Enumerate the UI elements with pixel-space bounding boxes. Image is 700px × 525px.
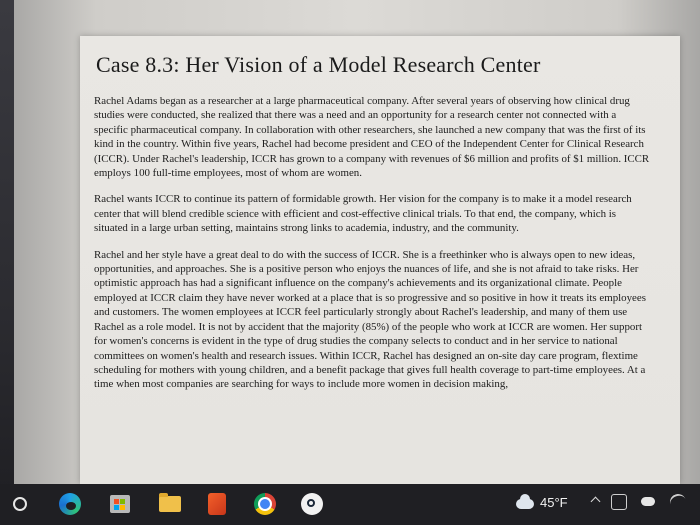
steam-icon — [301, 493, 323, 515]
onedrive-icon[interactable] — [641, 497, 655, 506]
chrome-button[interactable] — [253, 492, 277, 516]
paragraph-3: Rachel and her style have a great deal to do with the success of ICCR. She is a freethinker who is always open to new ideas, opportunities, and approaches. She is a positive person who enjoys the nuances of life, and she is not afraid to take risks. Her optimistic approach has had a significant influence on the company's achievements and its organizational climate. People employed at ICCR claim they have never worked at a place that is so progressive and so positive in how it treats its employees and customers. The women employees at ICCR feel particularly strongly about Rachel's leadership, and many of them use Rachel as a role model. It is not by accident that the majority (85%) of the people who work at ICCR are women. Her support for women's concerns is evident in the type of drug studies the company selects to conduct and in her service to national committees on women's health and research issues. Within ICCR, Rachel has designed an on-site day care program, flextime scheduling for mothers with young children, and a benefit package that gives full health coverage to part-time employees. At a time when most companies are searching for ways to include more women in decision making, — [94, 248, 646, 391]
document-body — [94, 94, 650, 404]
edge-button[interactable] — [58, 492, 82, 516]
file-explorer-icon — [159, 496, 181, 512]
steam-button[interactable] — [300, 492, 324, 516]
start-button[interactable] — [8, 492, 32, 516]
weather-cloud-icon[interactable] — [514, 494, 536, 510]
chrome-icon — [254, 493, 276, 515]
tray-app-icon[interactable] — [611, 494, 627, 510]
start-icon — [13, 497, 27, 511]
weather-temperature[interactable]: 45°F — [540, 495, 568, 510]
office-button[interactable] — [205, 492, 229, 516]
paragraph-1: Rachel Adams began as a researcher at a large pharmaceutical company. After several years of observing how clinical drug studies were conducted, she realized that there was a need and an opportunity for a research center not connected with a specific pharmaceutical company. In collaboration with other researchers, she launched a new company that was the first of its kind in the country. Within five years, Rachel had become president and CEO of the Independent Center for Clinical Research (ICCR). Under Rachel's leadership, ICCR has grown to a company with revenues of $6 million and profits of $1 million. ICCR employs 100 full-time employees, most of whom are women. — [94, 95, 650, 180]
document-page — [80, 36, 680, 484]
store-button[interactable] — [108, 492, 132, 516]
edge-icon — [59, 493, 81, 515]
file-explorer-button[interactable] — [158, 492, 182, 516]
office-icon — [208, 493, 226, 515]
paragraph-2: Rachel wants ICCR to continue its pattern of formidable growth. Her vision for the company is to make it a model research center that will blend credible science with efficient and cost-effective clinical trials. To that end, the company, which is situated in a large urban setting, maintains strong links to academia, industry, and the community. — [94, 193, 632, 235]
document-title: Case 8.3: Her Vision of a Model Research Center — [96, 52, 541, 77]
store-icon — [110, 495, 130, 513]
